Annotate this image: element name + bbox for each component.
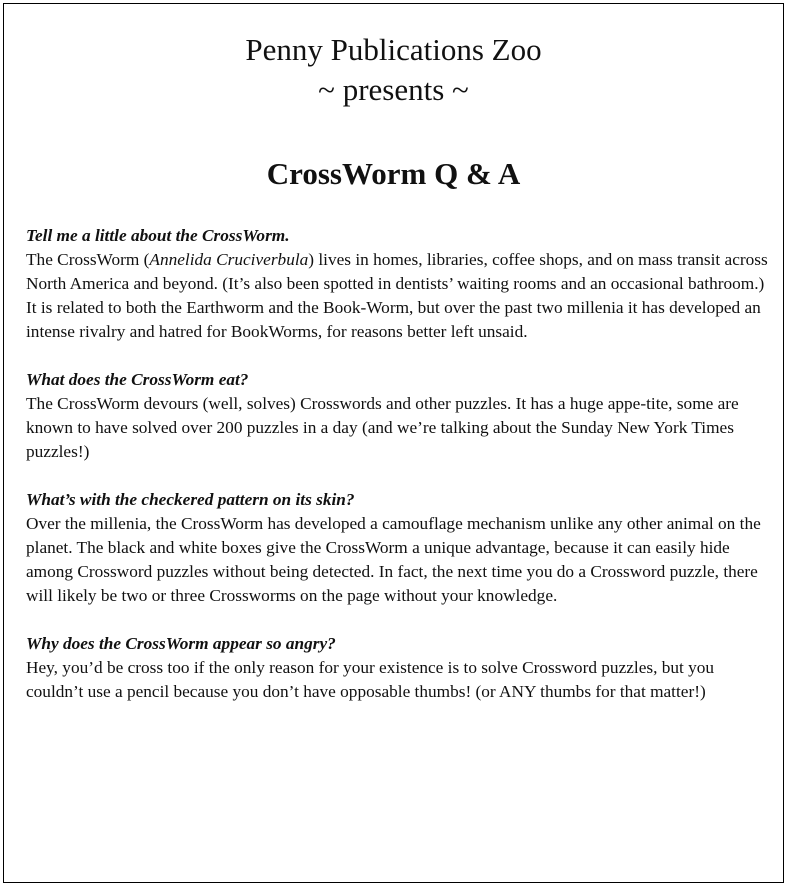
publisher-name: Penny Publications Zoo <box>245 32 542 67</box>
question: What’s with the checkered pattern on its skin? <box>26 490 355 509</box>
scientific-name: Annelida Cruciverbula <box>149 250 309 269</box>
qa-item <box>26 632 771 704</box>
question: Why does the CrossWorm appear so angry? <box>26 634 336 653</box>
answer-text: ) lives in homes, libraries, coffee shops, and on mass transit across North America and beyond. (It’s also been spotted in dentists’ waiting rooms and an occasional bathroom.) It is related to both the Earthworm and the Book-Worm, but over the past two millenia it has developed an intense rivalry and hatred for BookWorms, for reasons better left unsaid. <box>26 250 768 341</box>
answer: Over the millenia, the CrossWorm has developed a camouflage mechanism unlike any other animal on the planet. The black and white boxes give the CrossWorm a unique advantage, because it can easily hide among Crossword puzzles without being detected. In fact, the next time you do a Crossword puzzle, there will likely be two or three Crossworms on the page without your knowledge. <box>26 514 761 605</box>
presents-line: ~ presents ~ <box>318 72 469 107</box>
answer: The CrossWorm devours (well, solves) Crosswords and other puzzles. It has a huge appe-tite, some are known to have solved over 200 puzzles in a day (and we’re talking about the Sunday New York Times puzzles!) <box>26 394 739 461</box>
answer <box>26 248 771 344</box>
qa-item <box>26 224 771 344</box>
answer-text: The CrossWorm ( <box>26 250 150 269</box>
page-title: CrossWorm Q & A <box>266 156 521 191</box>
qa-item <box>26 488 771 608</box>
qa-item <box>26 368 771 464</box>
qa-section <box>26 224 771 728</box>
question: Tell me a little about the CrossWorm. <box>26 226 290 245</box>
answer: Hey, you’d be cross too if the only reason for your existence is to solve Crossword puzzles, but you couldn’t use a pencil because you don’t have opposable thumbs! (or ANY thumbs for that matter!) <box>26 658 715 701</box>
document-page <box>3 3 784 883</box>
header <box>4 30 783 194</box>
question: What does the CrossWorm eat? <box>26 370 249 389</box>
